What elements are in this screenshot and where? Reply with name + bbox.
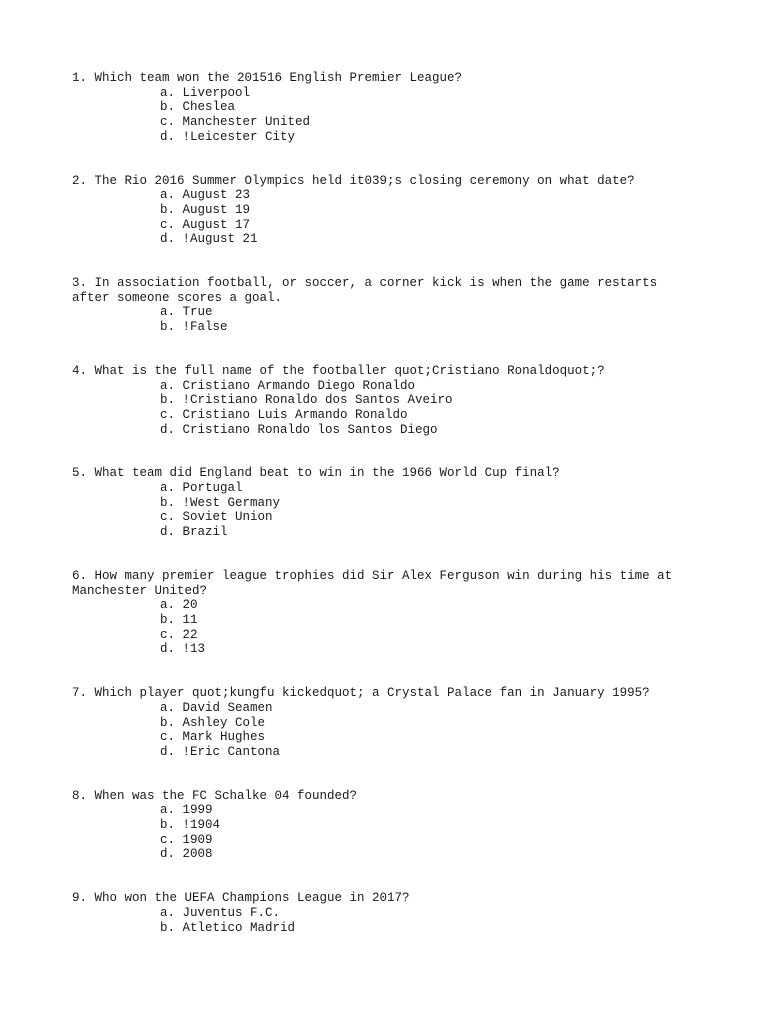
answer-option: d. !13 <box>160 642 206 657</box>
answer-option: c. 22 <box>160 627 198 642</box>
question-text: 6. How many premier league trophies did Sir Alex Ferguson win during his time at Manchester United? <box>72 568 673 598</box>
answer-option: b. !Cristiano Ronaldo dos Santos Aveiro <box>160 393 453 408</box>
quiz-document <box>72 71 692 964</box>
answer-option: a. True <box>160 305 213 320</box>
question-9 <box>72 891 692 935</box>
question-5 <box>72 466 692 540</box>
answer-option: a. Liverpool <box>160 85 251 100</box>
question-8 <box>72 789 692 863</box>
answer-option: a. Cristiano Armando Diego Ronaldo <box>160 378 416 393</box>
answer-option: b. 11 <box>160 612 198 627</box>
question-7 <box>72 686 692 760</box>
answer-option: d. !August 21 <box>160 232 258 247</box>
question-text: 7. Which player quot;kungfu kickedquot; a Crystal Palace fan in January 1995? <box>72 686 650 701</box>
question-3 <box>72 276 692 335</box>
answer-option: a. 1999 <box>160 803 213 818</box>
question-text: 9. Who won the UEFA Champions League in 2017? <box>72 891 410 906</box>
question-2 <box>72 174 692 248</box>
answer-option: a. David Seamen <box>160 700 273 715</box>
answer-option: b. !False <box>160 320 228 335</box>
question-text: 8. When was the FC Schalke 04 founded? <box>72 788 358 803</box>
answer-option: c. Cristiano Luis Armando Ronaldo <box>160 407 408 422</box>
answer-option: d. 2008 <box>160 847 213 862</box>
answer-option: c. Manchester United <box>160 115 311 130</box>
answer-option: a. 20 <box>160 598 198 613</box>
question-text: 1. Which team won the 201516 English Premier League? <box>72 71 463 85</box>
question-text: 4. What is the full name of the footballer quot;Cristiano Ronaldoquot;? <box>72 363 605 378</box>
question-4 <box>72 364 692 438</box>
question-text: 3. In association football, or soccer, a corner kick is when the game restarts after someone scores a goal. <box>72 276 658 305</box>
answer-option: d. Brazil <box>160 525 228 540</box>
answer-option: b. Cheslea <box>160 100 236 115</box>
answer-option: a. Portugal <box>160 481 243 496</box>
answer-option: a. August 23 <box>160 188 251 203</box>
answer-option: c. 1909 <box>160 832 213 847</box>
answer-option: b. !West Germany <box>160 495 281 510</box>
answer-option: b. !1904 <box>160 818 221 833</box>
answer-option: a. Juventus F.C. <box>160 905 281 920</box>
answer-option: c. Mark Hughes <box>160 730 266 745</box>
question-text: 5. What team did England beat to win in the 1966 World Cup final? <box>72 466 560 481</box>
answer-option: d. !Leicester City <box>160 129 296 144</box>
answer-option: b. Ashley Cole <box>160 715 266 730</box>
question-1 <box>72 71 692 145</box>
answer-option: d. Cristiano Ronaldo los Santos Diego <box>160 422 438 437</box>
question-6 <box>72 569 692 657</box>
answer-option: c. August 17 <box>160 217 251 232</box>
answer-option: c. Soviet Union <box>160 510 273 525</box>
question-text: 2. The Rio 2016 Summer Olympics held it039;s closing ceremony on what date? <box>72 173 635 188</box>
answer-option: d. !Eric Cantona <box>160 744 281 759</box>
answer-option: b. August 19 <box>160 202 251 217</box>
answer-option: b. Atletico Madrid <box>160 920 296 935</box>
